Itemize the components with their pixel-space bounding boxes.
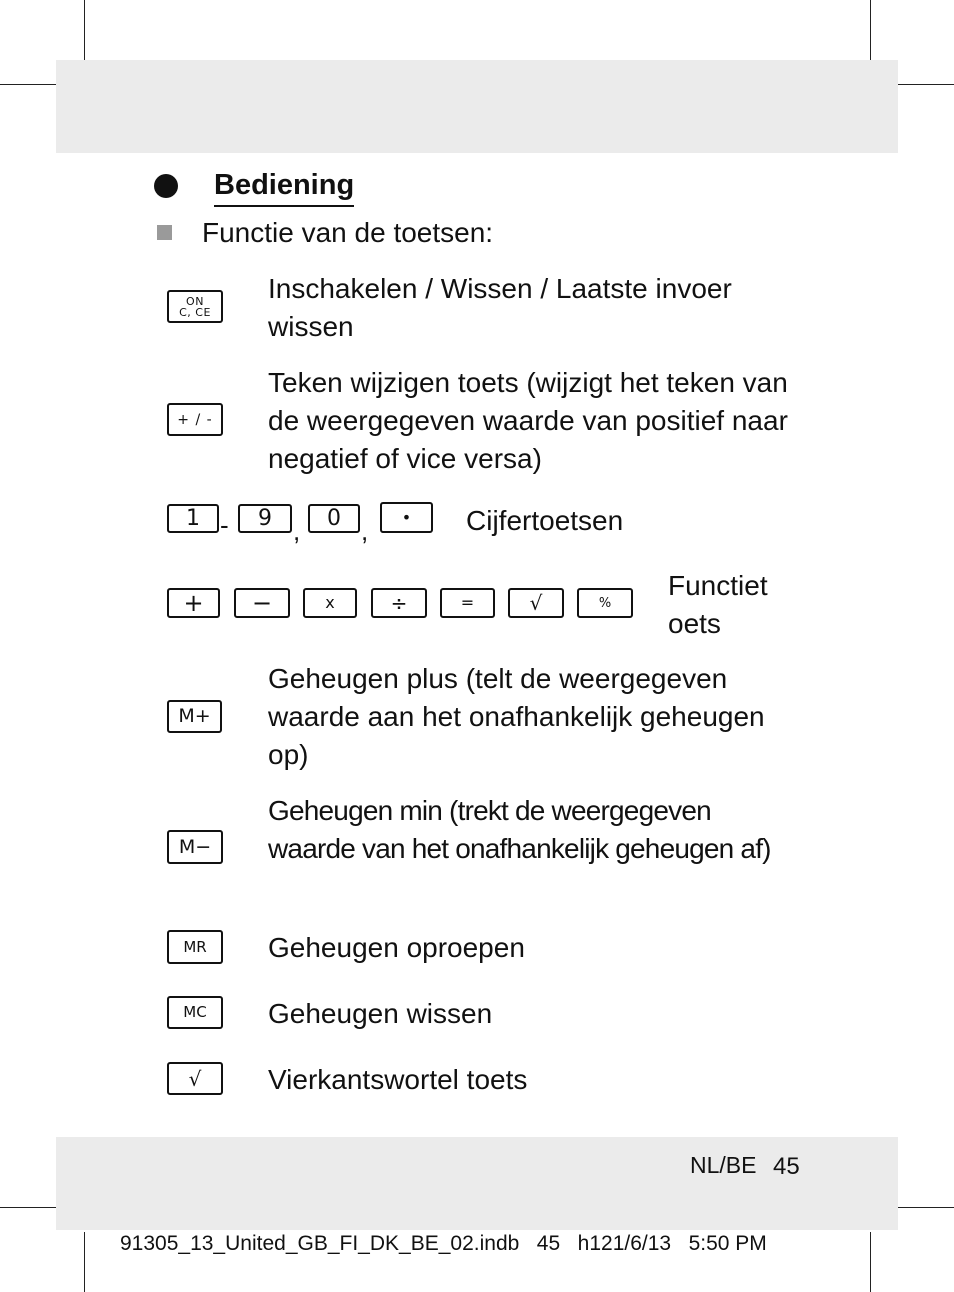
key-label: 9 [258,505,272,531]
subtitle: Functie van de toetsen: [202,217,494,248]
memory-recall-description: Geheugen oproepen [268,932,525,963]
crop-mark [84,0,85,60]
on-clear-key-icon [167,290,223,323]
memory-plus-description: Geheugen plus (telt de weergegeven waarde aan het onafhankelijk geheugen op) [268,663,765,770]
crop-mark [0,1207,56,1208]
print-slug: 91305_13_United_GB_FI_DK_BE_02.indb 45 h121/6/13 5:50 PM [120,1232,767,1255]
key-label: M+ [178,705,211,727]
key-label: ON [186,294,204,308]
sign-key-icon [167,403,223,436]
memory-recall-key-icon [167,930,223,964]
digit-one-key-icon [167,504,219,533]
crop-mark [870,0,871,60]
header-band [56,60,898,153]
key-label: 1 [186,505,200,531]
key-label: M− [178,835,212,858]
key-label: x [325,593,335,612]
key-label: ÷ [390,591,408,615]
footer-band [56,1137,898,1230]
minus-key-icon [234,588,290,618]
square-root-key-icon [167,1062,223,1095]
square-bullet-icon [157,225,172,240]
square-root-key-icon [508,588,564,618]
crop-mark [84,1232,85,1292]
memory-minus-key-icon [167,830,223,864]
key-label: • [401,507,412,527]
crop-mark [870,1232,871,1292]
multiply-key-icon [303,588,357,618]
section-title: Bediening [214,168,354,207]
key-label: = [460,593,475,612]
memory-clear-key-icon [167,996,223,1029]
key-label: + / - [177,411,213,428]
page-language: NL/BE [690,1152,757,1178]
memory-plus-key-icon [167,700,222,733]
square-root-description: Vierkantswortel toets [268,1064,528,1095]
percent-key-icon [577,588,633,618]
key-label: − [251,589,273,617]
function-keys-description: Functiet oets [668,570,768,639]
section-bullet-icon [154,174,178,198]
on-clear-description: Inschakelen / Wissen / Laatste invoer wissen [268,273,732,342]
equals-key-icon [440,588,495,618]
range-dash: - [220,510,229,540]
comma-separator: , [361,516,369,546]
key-label: MR [183,937,207,956]
key-label: + [183,589,204,617]
decimal-point-key-icon [380,502,433,533]
memory-clear-description: Geheugen wissen [268,998,493,1029]
digit-nine-key-icon [238,504,292,533]
digit-zero-key-icon [308,504,360,533]
plus-key-icon [167,588,220,618]
comma-separator: , [293,516,301,546]
key-label: √ [188,1066,202,1091]
crop-mark [898,1207,954,1208]
crop-mark [0,84,56,85]
crop-mark [898,84,954,85]
key-label: % [598,595,612,611]
digits-description: Cijfertoetsen [466,505,624,536]
page-number: 45 [773,1153,800,1180]
sign-description: Teken wijzigen toets (wijzigt het teken van de weergegeven waarde van positief naar negatief of vice versa) [268,367,788,474]
divide-key-icon [371,588,427,618]
memory-minus-description: Geheugen min (trekt de weergegeven waarde van het onafhankelijk geheugen af) [268,795,771,864]
key-label: C, CE [179,305,211,319]
key-label: √ [529,591,543,615]
key-label: MC [183,1003,207,1021]
key-label: 0 [327,505,341,531]
